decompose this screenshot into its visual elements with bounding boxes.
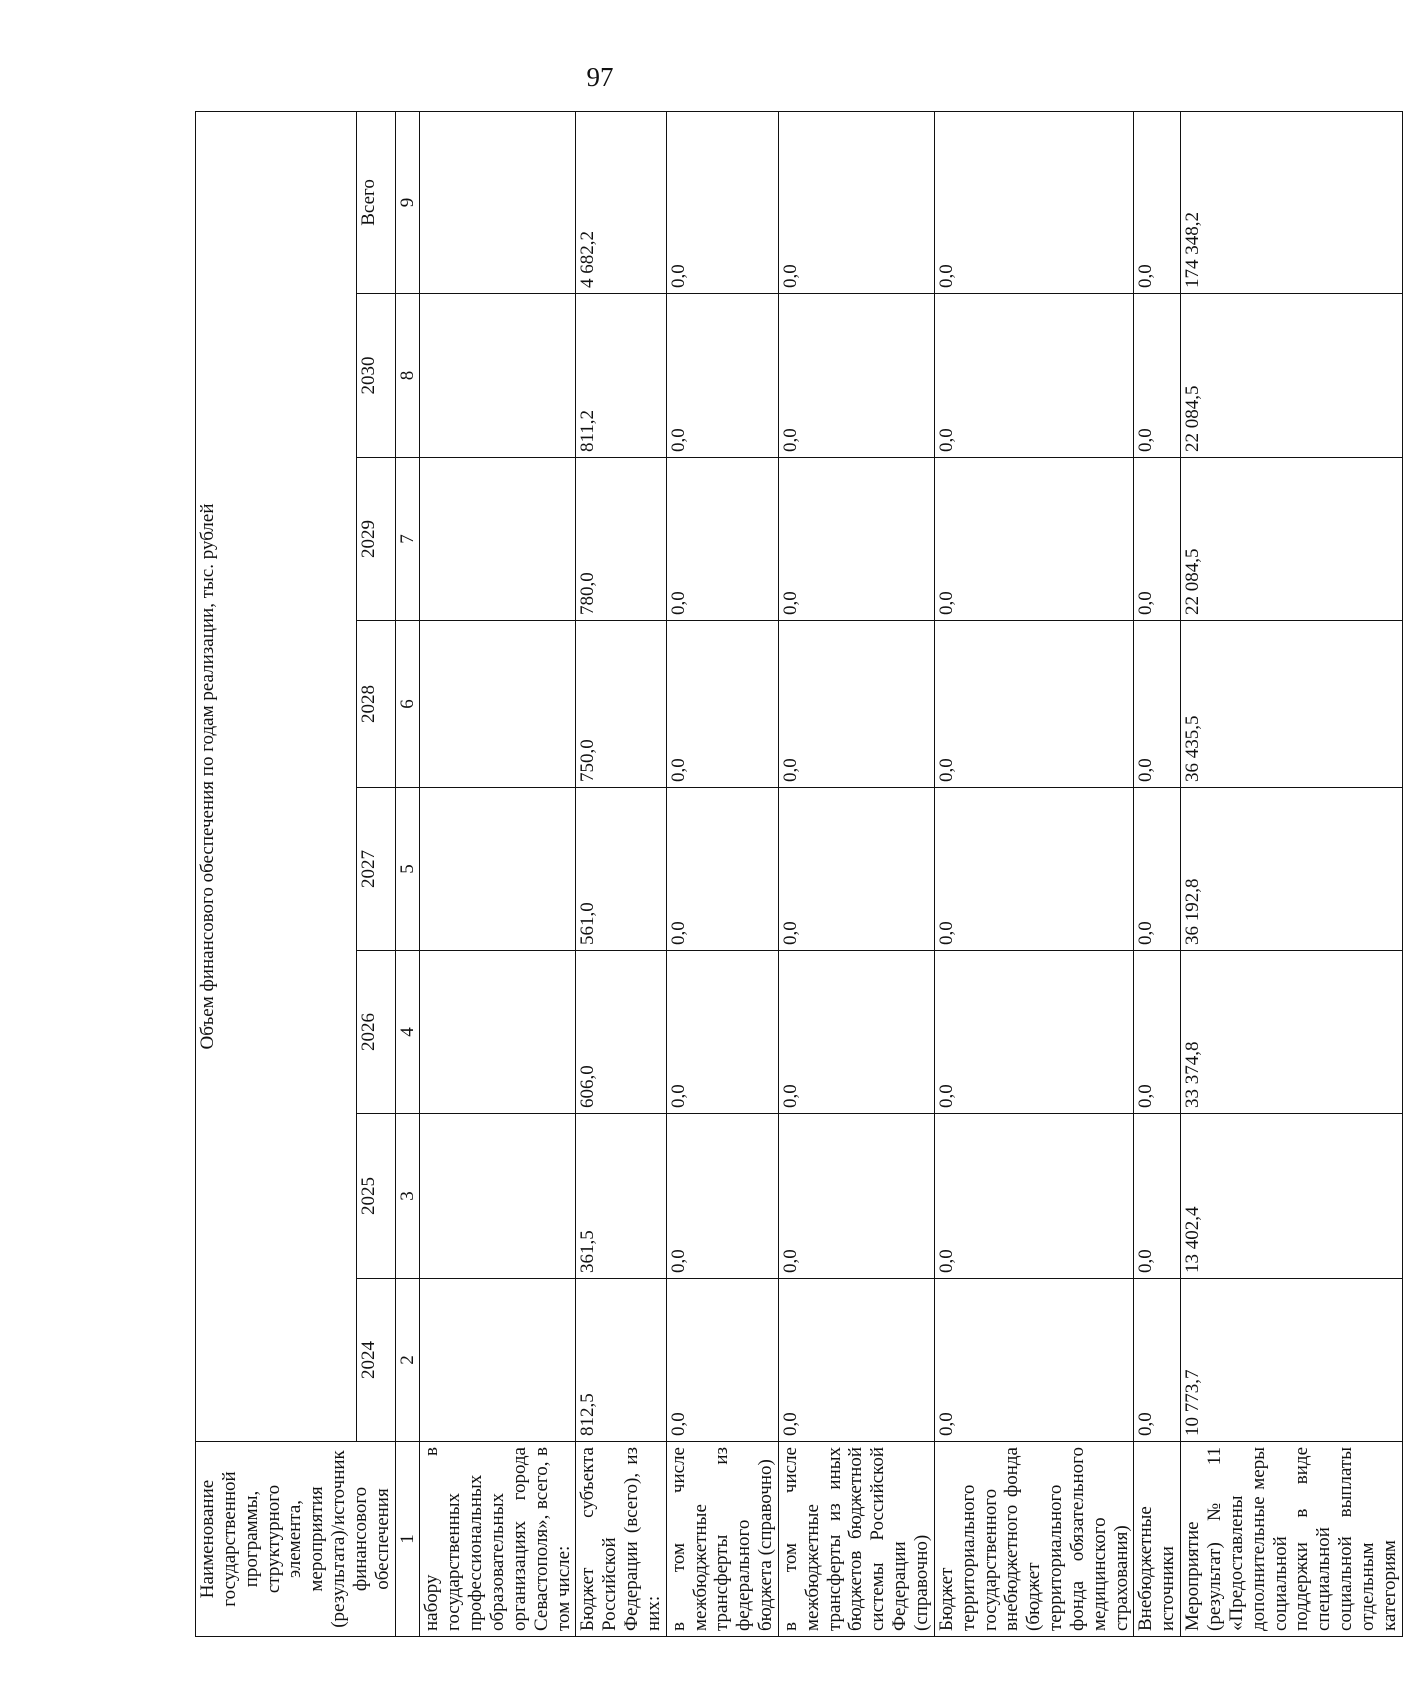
header-row-years [357,111,396,1636]
value-cell: 0,0 [934,294,1134,458]
value-cell: 0,0 [1134,458,1181,621]
value-cell [420,788,576,951]
value-cell: 13 402,4 [1181,1114,1402,1279]
value-cell: 0,0 [666,294,778,458]
row-name-cell: Мероприятие (результат) № 11 «Предоставлены дополнительные меры социальной поддержки в виде специальной социальной выплаты отдельным категориям [1181,1442,1402,1637]
column-number: 5 [395,788,420,951]
total-cell: 174 348,2 [1181,111,1402,293]
year-header: 2028 [357,621,396,788]
value-cell: 0,0 [1134,951,1181,1114]
value-cell: 561,0 [576,788,666,951]
value-cell: 0,0 [934,1114,1134,1279]
total-cell: 4 682,2 [576,111,666,293]
value-cell: 0,0 [778,788,934,951]
value-cell: 22 084,5 [1181,458,1402,621]
value-cell: 0,0 [934,951,1134,1114]
value-cell: 0,0 [778,458,934,621]
value-cell: 0,0 [1134,1114,1181,1279]
value-cell: 0,0 [778,294,934,458]
value-cell: 0,0 [1134,621,1181,788]
total-cell: 0,0 [1134,111,1181,293]
value-cell: 0,0 [1134,788,1181,951]
financing-group-header: Объем финансового обеспечения по годам реализации, тыс. рублей [196,111,357,1441]
value-cell: 0,0 [934,1279,1134,1442]
value-cell: 606,0 [576,951,666,1114]
value-cell: 750,0 [576,621,666,788]
table-row [420,111,576,1636]
column-number: 6 [395,621,420,788]
table-row [666,111,778,1636]
value-cell [420,621,576,788]
row-name-cell: набору в государственных профессиональных образовательных организациях города Севастополя», всего, в том числе: [420,1442,576,1637]
row-name-cell: Бюджет территориального государственного внебюджетного фонда (бюджет территориального фонда обязательного медицинского страхования) [934,1442,1134,1637]
rotated-table-container [195,112,1400,1637]
column-number: 2 [395,1279,420,1442]
table-row [934,111,1134,1636]
value-cell: 0,0 [666,458,778,621]
column-number: 1 [395,1442,420,1637]
total-cell: 0,0 [778,111,934,293]
table-row [1134,111,1181,1636]
header-row-group [196,111,357,1636]
value-cell [420,458,576,621]
value-cell: 0,0 [666,788,778,951]
column-number: 3 [395,1114,420,1279]
year-header: 2029 [357,458,396,621]
value-cell: 0,0 [778,621,934,788]
total-cell: 0,0 [934,111,1134,293]
total-cell [420,111,576,293]
value-cell: 812,5 [576,1279,666,1442]
value-cell [420,1114,576,1279]
value-cell: 780,0 [576,458,666,621]
value-cell [420,1279,576,1442]
value-cell: 0,0 [934,621,1134,788]
column-number: 4 [395,951,420,1114]
value-cell: 361,5 [576,1114,666,1279]
total-header: Всего [357,111,396,293]
row-name-cell: в том числе межбюджетные трансферты из иных бюджетов бюджетной системы Российской Федерации (справочно) [778,1442,934,1637]
value-cell: 10 773,7 [1181,1279,1402,1442]
value-cell [420,951,576,1114]
row-name-cell: в том числе межбюджетные трансферты из федерального бюджета (справочно) [666,1442,778,1637]
value-cell: 0,0 [934,788,1134,951]
value-cell: 0,0 [934,458,1134,621]
value-cell: 36 192,8 [1181,788,1402,951]
column-number: 8 [395,294,420,458]
column-number: 9 [395,111,420,293]
value-cell: 0,0 [666,951,778,1114]
total-cell: 0,0 [666,111,778,293]
value-cell: 0,0 [778,951,934,1114]
row-name-cell: Бюджет субъекта Российской Федерации (всего), из них: [576,1442,666,1637]
table-row [778,111,934,1636]
value-cell: 33 374,8 [1181,951,1402,1114]
year-header: 2025 [357,1114,396,1279]
financing-table [195,111,1403,1637]
column-number: 7 [395,458,420,621]
value-cell: 0,0 [778,1279,934,1442]
value-cell: 0,0 [666,1114,778,1279]
value-cell: 0,0 [666,621,778,788]
value-cell: 0,0 [778,1114,934,1279]
value-cell: 22 084,5 [1181,294,1402,458]
value-cell: 0,0 [1134,1279,1181,1442]
page-number: 97 [586,62,614,92]
value-cell: 36 435,5 [1181,621,1402,788]
value-cell: 811,2 [576,294,666,458]
column-numbers-row [395,111,420,1636]
value-cell: 0,0 [666,1279,778,1442]
table-row [576,111,666,1636]
name-column-header: Наименование государственной программы, структурного элемента, мероприятия (результата)/источник финансового обеспечения [196,1442,396,1637]
value-cell [420,294,576,458]
year-header: 2030 [357,294,396,458]
year-header: 2026 [357,951,396,1114]
year-header: 2024 [357,1279,396,1442]
value-cell: 0,0 [1134,294,1181,458]
year-header: 2027 [357,788,396,951]
table-row [1181,111,1402,1636]
row-name-cell: Внебюджетные источники [1134,1442,1181,1637]
